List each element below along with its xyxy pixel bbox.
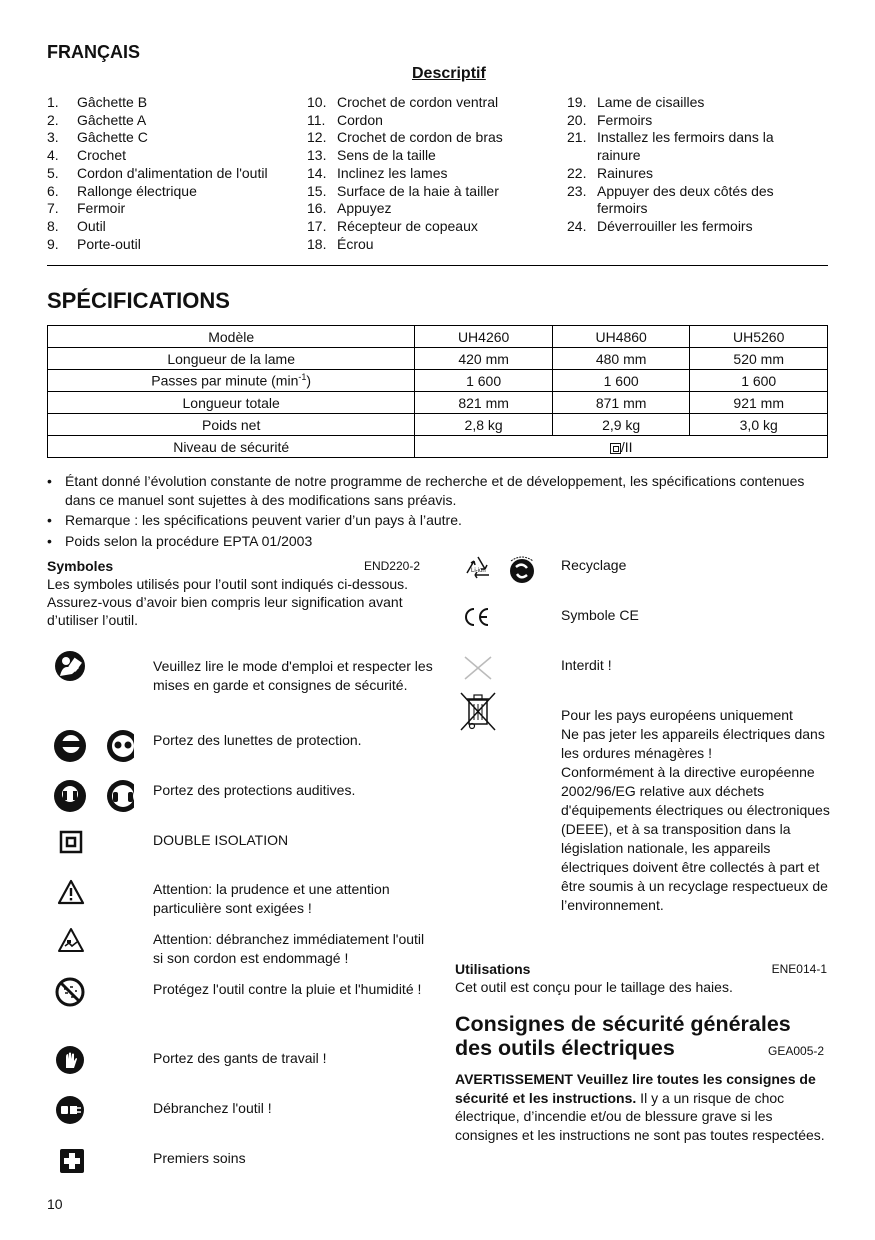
spec-row [48, 370, 828, 392]
item-label: Déverrouiller les fermoirs [597, 217, 753, 234]
item-label: Crochet [77, 147, 127, 164]
spec-value: 2,9 kg [552, 414, 690, 436]
item-label: Gâchette A [77, 111, 147, 128]
item-number: 21. [567, 129, 587, 146]
note-text: Poids selon la procédure EPTA 01/2003 [65, 532, 313, 549]
item-label: Inclinez les lames [337, 164, 448, 181]
spec-note [47, 472, 827, 509]
item-label: Crochet de cordon ventral [337, 94, 499, 110]
descriptif-item [307, 200, 567, 218]
spec-row [48, 348, 828, 370]
descriptif-item [307, 147, 567, 165]
symbol-text: Symbole CE [561, 607, 639, 623]
ear-protection-icon [54, 779, 134, 813]
gloves-icon [55, 1045, 85, 1075]
recycling-icon [461, 553, 495, 585]
symbol-text: Attention: la prudence et une attention particulière sont exigées ! [153, 881, 390, 916]
ce-mark-icon [461, 605, 491, 629]
spec-label-text: Passes par minute (min [151, 372, 299, 389]
descriptif-item [307, 112, 567, 130]
descriptif-item [47, 147, 307, 165]
spec-value: 3,0 kg [690, 414, 828, 436]
spec-value: UH4860 [552, 326, 690, 348]
bullet: • [47, 532, 52, 549]
descriptif-col3 [567, 94, 807, 236]
descriptif-item [307, 236, 567, 254]
symbols-header [47, 557, 420, 629]
spec-label [48, 370, 415, 392]
spec-value: 2,8 kg [415, 414, 553, 436]
item-number: 12. [307, 129, 327, 146]
descriptif-title: Descriptif [412, 65, 486, 82]
spec-notes [47, 472, 827, 552]
symbol-text: Recyclage [561, 557, 627, 573]
warning-text: Il y a un risque de choc électrique, d’incendie et/ou de blessure grave si les consignes et les instructions ne sont pas toutes respectées. [455, 1089, 825, 1143]
item-label: Fermoirs [597, 111, 653, 128]
item-number: 7. [47, 200, 59, 217]
item-label: Surface de la haie à tailler [337, 182, 499, 199]
item-label: Appuyez [337, 200, 392, 217]
item-label: Gâchette B [77, 94, 148, 110]
weee-text: Pour les pays européens uniquement Ne pas jeter les appareils électriques dans les ordures ménagères ! Conformément à la directive européenne 2002/96/EG relative aux déchets d'équipements électriques ou électroniques (DEEE), et à sa transposition dans la législation nationale, les appareils électriques doivent être collectés à part et être soumis à un recyclage respectueux de l’environnement. [561, 707, 830, 913]
item-number: 20. [567, 111, 587, 128]
item-number: 17. [307, 217, 327, 234]
symbols-code: END220-2 [363, 559, 420, 573]
symbol-text: Débranchez l'outil ! [153, 1100, 272, 1116]
svg-text:Li-ion: Li-ion [471, 568, 486, 574]
spec-value: 420 mm [415, 348, 553, 370]
spec-value: UH5260 [690, 326, 828, 348]
item-label: Rallonge électrique [77, 182, 197, 199]
symbol-text: Portez des protections auditives. [153, 782, 356, 798]
utilisations-code: ENE014-1 [771, 962, 827, 976]
warning-bold: AVERTISSEMENT Veuillez lire toutes les consignes de sécurité et les instructions. [455, 1071, 816, 1106]
item-number: 5. [47, 164, 59, 181]
note-text: Remarque : les spécifications peuvent varier d’un pays à l’autre. [65, 512, 462, 528]
spec-value: 921 mm [690, 392, 828, 414]
spec-value: 1 600 [690, 370, 828, 392]
spec-note [47, 511, 827, 530]
item-label: Appuyer des deux côtés des fermoirs [597, 182, 774, 217]
no-rain-icon [55, 977, 85, 1007]
spec-value: 1 600 [552, 370, 690, 392]
descriptif-item [307, 183, 567, 201]
symbol-text: Premiers soins [153, 1150, 246, 1166]
spec-label-end: ) [306, 372, 312, 389]
descriptif-item [307, 129, 567, 147]
spec-value: UH4260 [415, 326, 553, 348]
item-number: 19. [567, 94, 587, 110]
item-label: Récepteur de copeaux [337, 217, 478, 234]
descriptif-item [567, 183, 807, 218]
item-number: 23. [567, 182, 587, 199]
item-number: 14. [307, 164, 327, 181]
unplug-icon [55, 1095, 85, 1125]
descriptif-col2 [307, 94, 567, 253]
descriptif-item [567, 112, 807, 130]
descriptif-item [307, 218, 567, 236]
item-number: 2. [47, 111, 59, 128]
symbol-text: Interdit ! [561, 657, 612, 673]
spec-label [48, 348, 415, 370]
symbol-text: Attention: débranchez immédiatement l'outil si son cordon est endommagé ! [153, 931, 425, 966]
spec-label [48, 326, 415, 348]
item-number: 13. [307, 147, 327, 164]
utilisations-section [455, 960, 827, 996]
descriptif-item [47, 200, 307, 218]
spec-value: 1 600 [415, 370, 553, 392]
damaged-cord-warning-icon [57, 927, 85, 953]
language-heading: FRANÇAIS [47, 42, 140, 62]
descriptif-col1 [47, 94, 307, 253]
descriptif-item [47, 183, 307, 201]
item-number: 10. [307, 94, 327, 110]
spec-label [48, 392, 415, 414]
symbol-text: Portez des gants de travail ! [153, 1050, 327, 1066]
safety-class: /II [620, 438, 633, 455]
item-label: Écrou [337, 235, 374, 252]
forbidden-cross-icon [463, 655, 493, 681]
read-manual-icon [54, 650, 86, 682]
descriptif-item [47, 218, 307, 236]
spec-row [48, 326, 828, 348]
descriptif-item [47, 94, 307, 112]
item-number: 1. [47, 94, 59, 110]
spec-note [47, 532, 827, 551]
item-number: 3. [47, 129, 59, 146]
descriptif-item [47, 112, 307, 130]
safety-glasses-icon [54, 729, 134, 763]
symbol-text: Veuillez lire le mode d'emploi et respecter les mises en garde et consignes de sécurité. [153, 658, 433, 693]
symbols-title: Symboles [47, 558, 114, 574]
first-aid-icon [59, 1148, 85, 1174]
spec-label: Niveau de sécurité [48, 436, 415, 458]
descriptif-item [47, 165, 307, 183]
item-number: 22. [567, 164, 587, 181]
utilisations-title: Utilisations [455, 961, 531, 977]
descriptif-item [567, 129, 807, 164]
item-number: 9. [47, 235, 59, 252]
item-number: 18. [307, 235, 327, 252]
bullet: • [47, 512, 52, 528]
item-label: Fermoir [77, 200, 126, 217]
item-number: 6. [47, 182, 59, 199]
double-insulation-icon [59, 830, 83, 854]
item-number: 24. [567, 217, 587, 234]
item-label: Cordon d'alimentation de l'outil [77, 164, 268, 181]
spec-label-text: Poids net [201, 416, 261, 433]
descriptif-item [47, 236, 307, 254]
note-text: Étant donné l’évolution constante de notre programme de recherche et de développement, les spécifications contenues dans ce manuel sont sujettes à des modifications sans préavis. [65, 473, 805, 508]
descriptif-item [567, 165, 807, 183]
spec-value: 480 mm [552, 348, 690, 370]
descriptif-item [567, 94, 807, 112]
item-label: Cordon [337, 111, 383, 128]
spec-label [48, 414, 415, 436]
item-number: 11. [307, 111, 326, 128]
crossed-bin-icon [458, 690, 498, 732]
item-label: Rainures [597, 164, 654, 181]
descriptif-item [47, 129, 307, 147]
item-label: Porte-outil [77, 235, 141, 252]
descriptif-item [567, 218, 807, 236]
spec-value: 821 mm [415, 392, 553, 414]
spec-unit-exponent: -1 [298, 372, 307, 383]
spec-row-safety [48, 436, 828, 458]
item-number: 4. [47, 147, 59, 164]
spec-value: 520 mm [690, 348, 828, 370]
warning-triangle-icon [57, 879, 85, 905]
spec-label-text: Modèle [208, 328, 255, 345]
item-label: Outil [77, 217, 106, 234]
item-label: Installez les fermoirs dans la rainure [597, 129, 774, 164]
green-dot-icon [505, 553, 539, 585]
spec-label-text: Longueur totale [182, 394, 280, 411]
specifications-title: SPÉCIFICATIONS [47, 288, 230, 313]
item-label: Gâchette C [77, 129, 148, 146]
bullet: • [47, 473, 52, 489]
symbol-text: Protégez l'outil contre la pluie et l'humidité ! [153, 981, 422, 997]
item-label: Lame de cisailles [597, 94, 705, 110]
item-number: 15. [307, 182, 327, 199]
item-number: 16. [307, 200, 327, 217]
spec-row [48, 414, 828, 436]
divider [47, 265, 828, 266]
double-insulation-small-icon [610, 443, 621, 454]
item-number: 8. [47, 217, 59, 234]
specifications-table [47, 325, 828, 458]
symbol-text: DOUBLE ISOLATION [153, 832, 289, 848]
symbol-text: Portez des lunettes de protection. [153, 732, 362, 748]
consignes-title: Consignes de sécurité générales des outils électriques [455, 1012, 791, 1060]
descriptif-item [307, 165, 567, 183]
consignes-code: GEA005-2 [768, 1044, 825, 1058]
item-label: Sens de la taille [337, 147, 436, 164]
warning-paragraph [455, 1070, 825, 1144]
symbols-intro: Les symboles utilisés pour l’outil sont indiqués ci-dessous. Assurez-vous d’avoir bien compris leur signification avant d’utiliser l’outil. [47, 576, 409, 628]
item-label: Crochet de cordon de bras [337, 129, 503, 146]
utilisations-text: Cet outil est conçu pour le taillage des haies. [455, 979, 733, 995]
spec-label-text: Longueur de la lame [167, 350, 295, 367]
spec-value: 871 mm [552, 392, 690, 414]
spec-safety-value [415, 436, 828, 458]
page-number: 10 [47, 1196, 63, 1212]
descriptif-item [307, 94, 567, 112]
spec-row [48, 392, 828, 414]
